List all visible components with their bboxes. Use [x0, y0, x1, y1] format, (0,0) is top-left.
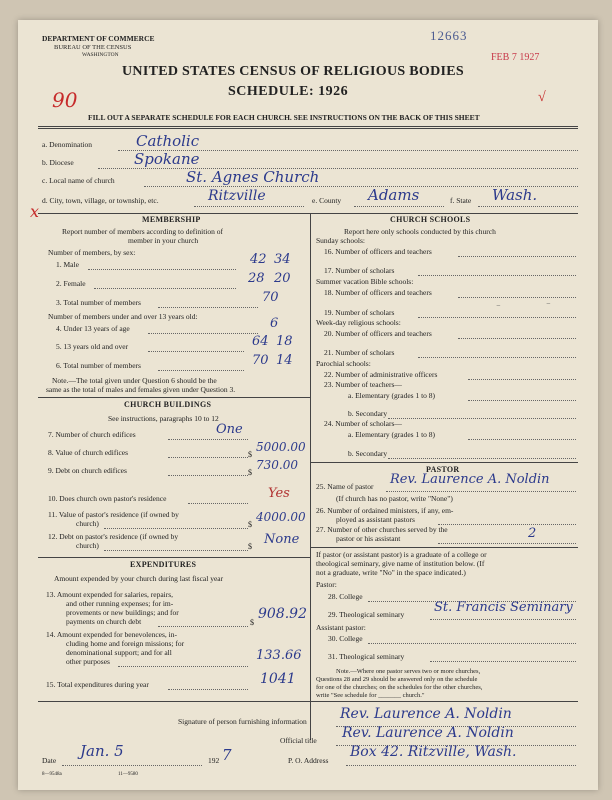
q27-value[interactable]: 2	[528, 526, 537, 541]
city-value[interactable]: Ritzville	[208, 188, 266, 204]
pastor-heading: PASTOR	[426, 465, 460, 474]
parochial-schools-label: Parochial schools:	[316, 359, 371, 368]
county-label: e. County	[312, 196, 342, 205]
local-church-name-value[interactable]: St. Agnes Church	[186, 168, 320, 186]
pastor-note-2: Questions 28 and 29 should be answered only on the schedule	[316, 676, 478, 683]
buildings-intro: See instructions, paragraphs 10 to 12	[108, 414, 219, 423]
q21-label: 21. Number of scholars	[324, 348, 395, 357]
q22-label: 22. Number of administrative officers	[324, 370, 438, 379]
q24a-label: a. Elementary (grades 1 to 8)	[348, 430, 436, 439]
q14-label-1: 14. Amount expended for benevolences, in-	[46, 630, 178, 639]
po-address-label: P. O. Address	[288, 756, 329, 765]
year-value[interactable]: 7	[222, 746, 232, 764]
q30-label: 30. College	[328, 634, 363, 643]
q4-under13-value[interactable]: 6	[270, 316, 279, 331]
po-address-value[interactable]: Box 42. Ritzville, Wash.	[350, 744, 517, 760]
q26-label-1: 26. Number of ordained ministers, if any, em-	[316, 506, 454, 515]
q11-dollar-sign: $	[248, 520, 252, 529]
state-label: f. State	[450, 196, 472, 205]
q9-debt-label: 9. Debt on church edifices	[48, 466, 127, 475]
q2-female-alt: 20	[274, 271, 291, 286]
q6-total-alt: 14	[276, 353, 293, 368]
schedule-number: 12663	[430, 28, 468, 43]
handwritten-mark-90: 90	[52, 88, 78, 112]
graduate-note-2: theological seminary, give name of institution below. (If	[316, 559, 485, 568]
q17-label: 17. Number of scholars	[324, 266, 395, 275]
members-under-over-label: Number of members under and over 13 years old:	[48, 312, 198, 321]
q2-female-value[interactable]: 28	[248, 271, 265, 286]
q12-dollar-sign: $	[248, 542, 252, 551]
q28-label: 28. College	[328, 592, 363, 601]
q25-label: 25. Name of pastor	[316, 482, 374, 491]
q13-label-1: 13. Amount expended for salaries, repairs,	[46, 590, 174, 599]
denomination-value[interactable]: Catholic	[136, 132, 200, 150]
q4-under13-label: 4. Under 13 years of age	[56, 324, 130, 333]
q24b-label: b. Secondary	[348, 449, 388, 458]
date-value[interactable]: Jan. 5	[80, 742, 124, 760]
bureau-label: BUREAU OF THE CENSUS	[54, 44, 132, 51]
q8-value[interactable]: 5000.00	[256, 440, 306, 454]
graduate-note-1: If pastor (or assistant pastor) is a graduate of a college or	[316, 550, 487, 559]
q5-over13-label: 5. 13 years old and over	[56, 342, 129, 351]
q11-value[interactable]: 4000.00	[256, 510, 306, 524]
expenditures-intro: Amount expended by your church during last fiscal year	[54, 574, 224, 583]
q15-total-value[interactable]: 1041	[260, 671, 296, 687]
q27-label-2: pastor or his assistant	[336, 534, 401, 543]
date-label: Date	[42, 756, 57, 765]
city-label: d. City, town, village, or township, etc.	[42, 196, 159, 205]
signature-value[interactable]: Rev. Laurence A. Noldin	[340, 706, 512, 722]
membership-intro-2: member in your church	[128, 236, 199, 245]
q24-label: 24. Number of scholars—	[324, 419, 402, 428]
membership-note-2: same as the total of males and females given under Question 3.	[46, 385, 236, 394]
sunday-schools-label: Sunday schools:	[316, 236, 365, 245]
q23-label: 23. Number of teachers—	[324, 380, 402, 389]
pastor-note-1: Note.—Where one pastor serves two or more churches,	[336, 668, 481, 675]
q16-label: 16. Number of officers and teachers	[324, 247, 432, 256]
pencil-tick-mark: ⁻	[496, 302, 501, 312]
q8-value-label: 8. Value of church edifices	[48, 448, 129, 457]
schools-intro: Report here only schools conducted by this church	[344, 227, 496, 236]
q7-edifices-label: 7. Number of church edifices	[48, 430, 136, 439]
year-label: 192	[208, 756, 220, 765]
county-value[interactable]: Adams	[368, 186, 420, 204]
members-by-sex-label: Number of members, by sex:	[48, 248, 136, 257]
summer-schools-label: Summer vacation Bible schools:	[316, 277, 414, 286]
diocese-value[interactable]: Spokane	[134, 150, 200, 168]
signature-label: Signature of person furnishing information	[178, 717, 307, 726]
q1-male-label: 1. Male	[56, 260, 79, 269]
q26-label-2: ployed as assistant pastors	[336, 515, 415, 524]
q6-total-label: 6. Total number of members	[56, 361, 141, 370]
q31-label: 31. Theological seminary	[328, 652, 405, 661]
q25-note: (If church has no pastor, write "None")	[336, 494, 453, 503]
q23a-label: a. Elementary (grades 1 to 8)	[348, 391, 436, 400]
q5-over13-value[interactable]: 64	[252, 334, 269, 349]
q13-value[interactable]: 908.92	[258, 606, 307, 622]
q19-label: 19. Number of scholars	[324, 308, 395, 317]
form-subtitle: SCHEDULE: 1926	[228, 84, 349, 99]
q29-label: 29. Theological seminary	[328, 610, 405, 619]
q13-label-2: and other running expenses; for im-	[66, 599, 174, 608]
q3-total-value[interactable]: 70	[262, 290, 279, 305]
q2-female-label: 2. Female	[56, 279, 86, 288]
q25-pastor-name[interactable]: Rev. Laurence A. Noldin	[390, 472, 550, 487]
red-check-mark: √	[538, 90, 546, 105]
membership-note-1: Note.—The total given under Question 6 should be the	[52, 376, 217, 385]
q10-residence-value[interactable]: Yes	[268, 486, 290, 501]
q23b-label: b. Secondary	[348, 409, 388, 418]
q11-value-label-1: 11. Value of pastor's residence (if owned by	[48, 510, 179, 519]
q9-debt-value[interactable]: 730.00	[256, 458, 298, 472]
q27-label-1: 27. Number of other churches served by the	[316, 525, 448, 534]
q14-label-2: cluding home and foreign missions; for	[66, 639, 185, 648]
q14-label-4: other purposes	[66, 657, 110, 666]
pastor-note-4: write "See schedule for _______ church."	[316, 692, 425, 699]
graduate-note-3: not a graduate, write "No" in the space indicated.)	[316, 568, 466, 577]
form-number-1: 8—9548a	[42, 772, 62, 777]
q12-debt-label-2: church)	[76, 541, 99, 550]
form-title: UNITED STATES CENSUS OF RELIGIOUS BODIES	[122, 64, 465, 79]
membership-heading: MEMBERSHIP	[142, 215, 201, 224]
q13-label-4: payments on church debt	[66, 617, 142, 626]
q3-total-label: 3. Total number of members	[56, 298, 141, 307]
q1-male-value[interactable]: 42	[250, 252, 267, 267]
q6-total-value[interactable]: 70	[252, 353, 269, 368]
diocese-label: b. Diocese	[42, 158, 74, 167]
official-title-value[interactable]: Rev. Laurence A. Noldin	[342, 725, 514, 741]
q14-label-3: denominational support; and for all	[66, 648, 172, 657]
q5-over13-alt: 18	[276, 334, 293, 349]
expenditures-heading: EXPENDITURES	[130, 560, 197, 569]
local-church-name-label: c. Local name of church	[42, 176, 115, 185]
q14-value[interactable]: 133.66	[256, 648, 302, 663]
census-schedule-sheet	[18, 20, 598, 790]
q29-seminary-value[interactable]: St. Francis Seminary	[434, 600, 573, 615]
q7-edifices-value[interactable]: One	[216, 422, 243, 437]
received-date-stamp: FEB 7 1927	[491, 52, 540, 63]
official-title-label: Official title	[280, 736, 317, 745]
washington-label: WASHINGTON	[82, 52, 119, 58]
q11-value-label-2: church)	[76, 519, 99, 528]
q13-label-3: provements or new buildings; and for	[66, 608, 179, 617]
q15-total-label: 15. Total expenditures during year	[46, 680, 149, 689]
q8-dollar-sign: $	[248, 450, 252, 459]
q13-dollar-sign: $	[250, 618, 254, 627]
q12-debt-label-1: 12. Debt on pastor's residence (if owned by	[48, 532, 179, 541]
q9-dollar-sign: $	[248, 468, 252, 477]
weekday-schools-label: Week-day religious schools:	[316, 318, 401, 327]
church-schools-heading: CHURCH SCHOOLS	[390, 215, 471, 224]
q18-label: 18. Number of officers and teachers	[324, 288, 432, 297]
form-number-2: 11—9580	[118, 772, 138, 777]
state-value[interactable]: Wash.	[492, 186, 538, 204]
pastor-note-3: for one of the churches; on the schedules for the other churches,	[316, 684, 483, 691]
instruction-line: FILL OUT A SEPARATE SCHEDULE FOR EACH CHURCH. SEE INSTRUCTIONS ON THE BACK OF THIS SHEET	[88, 113, 480, 122]
q10-residence-label: 10. Does church own pastor's residence	[48, 494, 167, 503]
assistant-pastor-label: Assistant pastor:	[316, 623, 366, 632]
pencil-tick-mark: ⁻	[546, 300, 551, 310]
department-label: DEPARTMENT OF COMMERCE	[42, 34, 155, 43]
q12-debt-value[interactable]: None	[264, 532, 300, 547]
red-x-mark: x	[30, 202, 40, 221]
q1-male-alt: 34	[274, 252, 291, 267]
q20-label: 20. Number of officers and teachers	[324, 329, 432, 338]
church-buildings-heading: CHURCH BUILDINGS	[124, 400, 212, 409]
denomination-label: a. Denomination	[42, 140, 92, 149]
membership-intro-1: Report number of members according to definition of	[62, 227, 223, 236]
pastor-sub-label: Pastor:	[316, 580, 337, 589]
